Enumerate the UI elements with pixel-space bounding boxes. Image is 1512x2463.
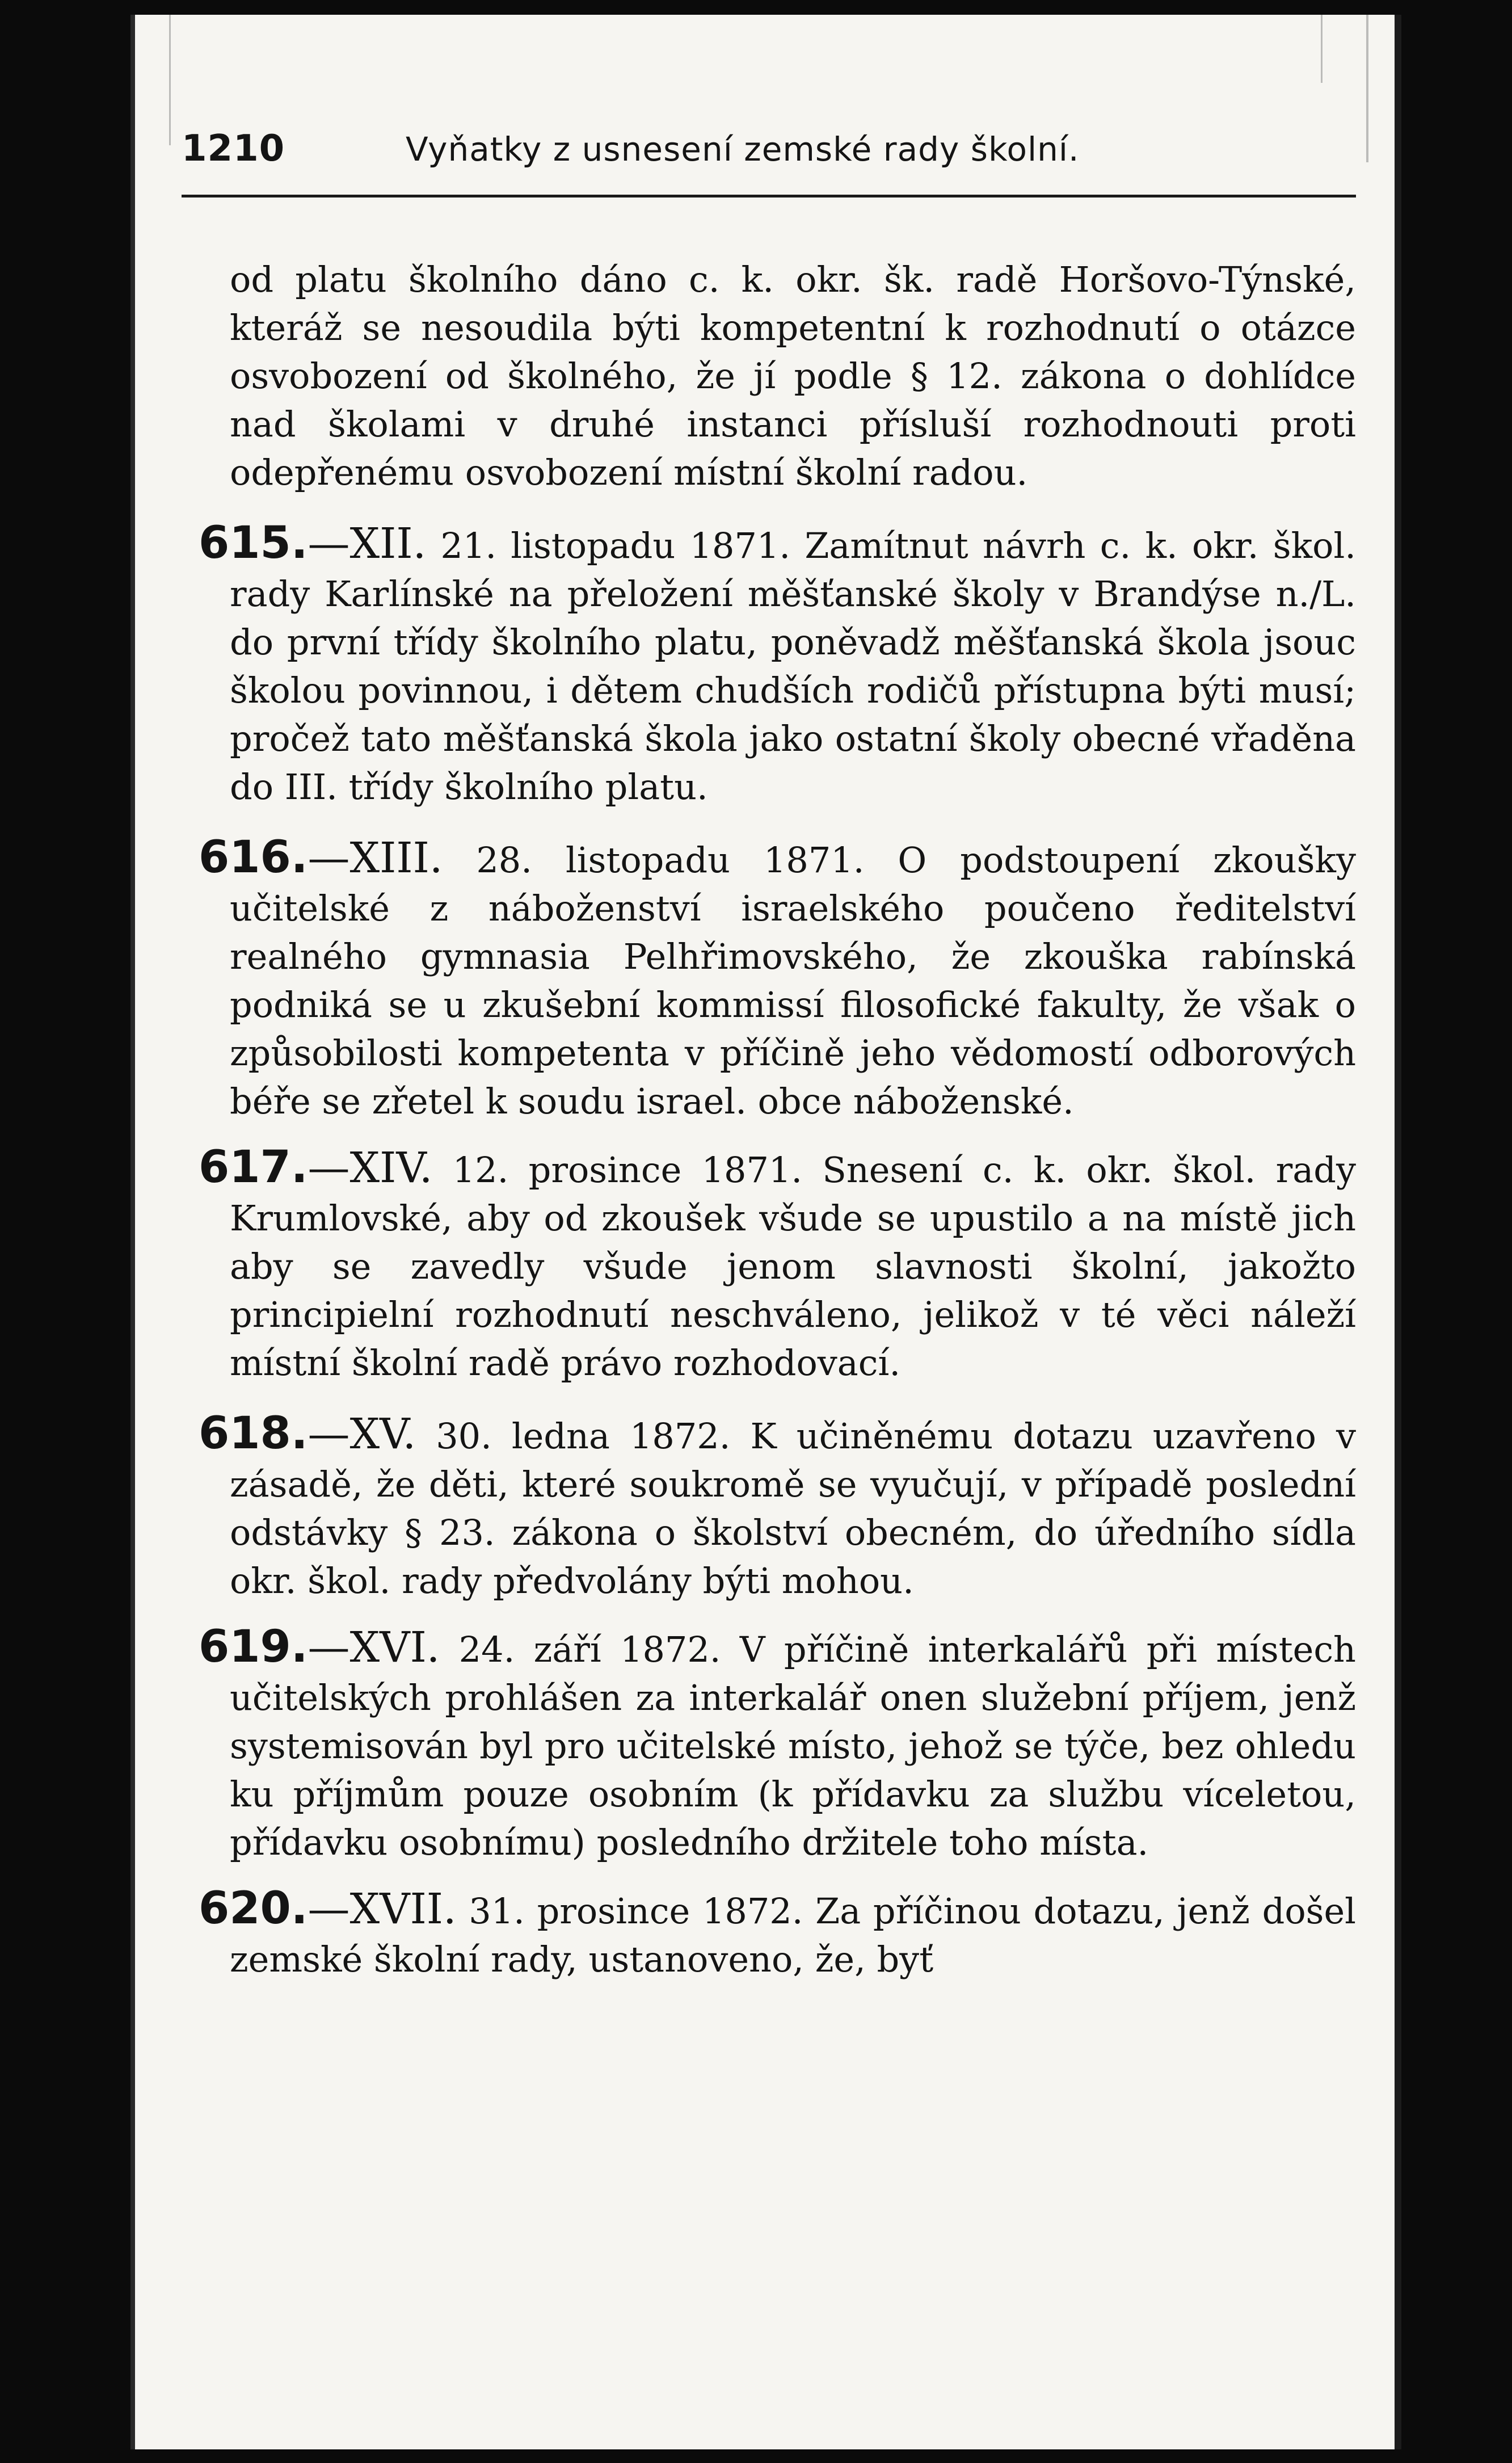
entry-615 — [199, 518, 1357, 811]
running-title: Vyňatky z usnesení zemské rady školní. — [406, 130, 1080, 169]
entry-619 — [199, 1621, 1356, 1867]
entry-roman-numeral: —XIV. — [308, 1144, 433, 1192]
page-content — [199, 255, 1357, 1983]
entry-number: 615. — [199, 518, 308, 569]
entry-text: 21. listopadu 1871. Zamítnut návrh c. k. okr. škol. rady Karlínské na přeložení měšťanské školy v Brandýse n./L. do první třídy školního platu, poněvadž měšťanská škola jsouc školou povinnou, i dětem chudších rodičů přístupna býti musí; pročež tato měšťanská škola jako ostatní školy obecné vřaděna do III. třídy školního platu. — [230, 525, 1357, 808]
intro-paragraph: od platu školního dáno c. k. okr. šk. radě Horšovo-Týnské, kteráž se nesoudila býti kompetentní k rozhodnutí o otázce osvobození od školného, že jí podle § 12. zákona o dohlídce nad školami v druhé instanci přísluší rozhodnouti proti odepřenému osvobození místní školní radou. — [230, 259, 1356, 493]
entry-617 — [199, 1142, 1356, 1387]
entry-620 — [199, 1883, 1356, 1983]
entry-roman-numeral: —XVI. — [308, 1623, 440, 1672]
entry-text: 31. prosince 1872. Za příčinou dotazu, jenž došel zemské školní rady, ustanoveno, že, byť — [230, 1890, 1356, 1980]
entry-number: 618. — [199, 1408, 308, 1459]
entry-number: 619. — [199, 1621, 308, 1672]
entry-text: 24. září 1872. V příčině interkalářů při místech učitelských prohlášen za interkalář onen služební příjem, jenž systemisován byl pro učitelské místo, jehož se týče, bez ohledu ku příjmům pouze osobním (k přídavku za službu víceletou, přídavku osobnímu) posledního držitele toho místa. — [230, 1629, 1356, 1863]
header-rule — [182, 195, 1356, 197]
scan-artifact-line — [1321, 15, 1323, 83]
entry-number: 620. — [199, 1883, 308, 1934]
page-number: 1210 — [182, 128, 285, 170]
entry-roman-numeral: —XIII. — [308, 834, 443, 882]
entry-number: 616. — [199, 832, 308, 883]
entry-616 — [199, 832, 1356, 1125]
entry-text: 28. listopadu 1871. O podstoupení zkoušky učitelské z náboženství israelského poučeno ředitelství realného gymnasia Pelhřimovského, že zkouška rabínská podniká se u zkušební kommissí filosofické fakulty, že však o způsobilosti kompetenta v příčině jeho vědomostí odborových béře se zřetel k soudu israel. obce náboženské. — [230, 839, 1356, 1122]
entry-text: 12. prosince 1871. Snesení c. k. okr. škol. rady Krumlovské, aby od zkoušek všude se upustilo a na místě jich aby se zavedly všude jenom slavnosti školní, jakožto principielní rozhodnutí neschváleno, jelikož v té věci náleží místní školní radě právo rozhodovací. — [230, 1149, 1356, 1384]
entry-roman-numeral: —XII. — [308, 519, 427, 568]
entry-number: 617. — [199, 1142, 308, 1193]
scan-artifact-line — [169, 15, 171, 145]
entry-roman-numeral: —XV. — [308, 1410, 416, 1459]
page-header — [182, 128, 1350, 190]
entry-618 — [199, 1408, 1356, 1605]
entry-text: 30. ledna 1872. K učiněnému dotazu uzavřeno v zásadě, že děti, které soukromě se vyučují, v případě poslední odstávky § 23. zákona o školství obecném, do úředního sídla okr. škol. rady předvolány býti mohou. — [230, 1415, 1356, 1602]
scan-artifact-line — [1366, 15, 1368, 162]
entry-roman-numeral: —XVII. — [308, 1885, 457, 1934]
